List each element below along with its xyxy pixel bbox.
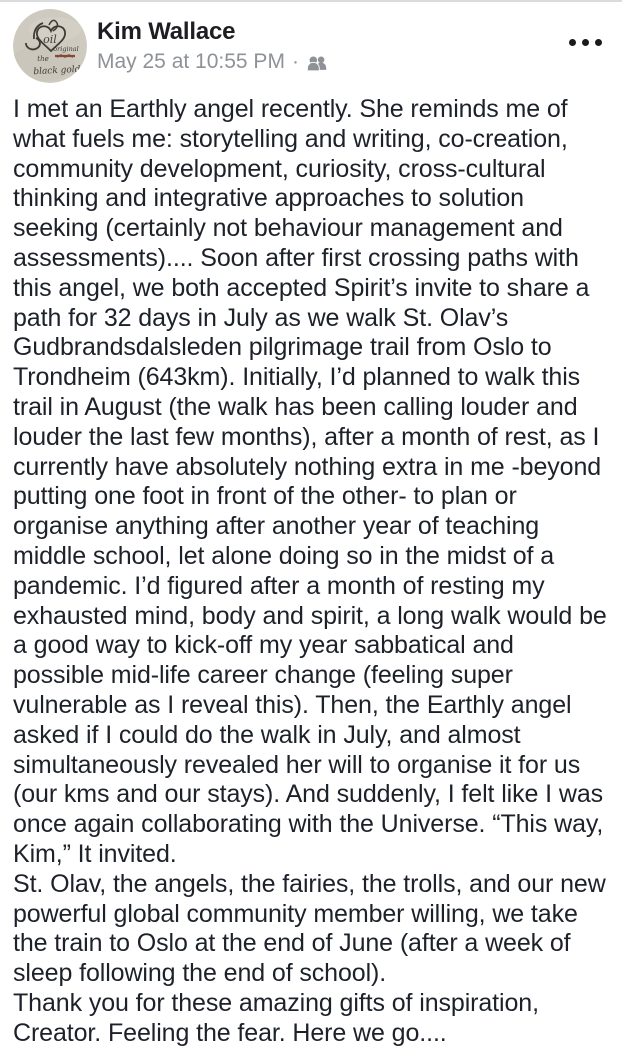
avatar[interactable] <box>13 9 87 83</box>
meta-separator: · <box>291 50 299 73</box>
avatar-note-the: the <box>37 55 49 63</box>
facebook-post <box>0 2 622 1047</box>
post-meta <box>97 50 609 74</box>
avatar-heart-text: oil <box>43 33 57 46</box>
post-header <box>0 2 622 88</box>
avatar-note-black-gold: black gold <box>33 64 81 78</box>
friends-icon <box>306 53 328 72</box>
avatar-doodle-image <box>13 9 87 83</box>
post-body <box>0 88 622 1049</box>
avatar-note-original: original <box>53 45 79 53</box>
post-paragraph: I met an Earthly angel recently. She reminds me of what fuels me: storytelling and writing, co-creation, community development, curiosity, cross-cultural thinking and integrative approaches to solution seeking (certainly not behaviour management and assessments).... Soon after first crossing paths with this angel, we both accepted Spirit’s invite to share a path for 32 days in July as we walk St. Olav’s Gudbrandsdalsleden pilgrimage trail from Oslo to Trondheim (643km). Initially, I’d planned to walk this trail in August (the walk has been calling louder and louder the last few months), after a month of rest, as I currently have absolutely nothing extra in me -beyond putting one foot in front of the other- to plan or organise anything after another year of teaching middle school, let alone doing so in the midst of a pandemic. I’d figured after a month of resting my exhausted mind, body and spirit, a long walk would be a good way to kick-off my year sabbatical and possible mid-life career change (feeling super vulnerable as I reveal this). Then, the Earthly angel asked if I could do the walk in July, and almost simultaneously revealed her will to organise it for us (our kms and our stays). And suddenly, I felt like I was once again collaborating with the Universe. “This way, Kim,” It invited. <box>13 95 607 868</box>
timestamp[interactable]: May 25 at 10:55 PM <box>97 50 285 73</box>
post-paragraph: St. Olav, the angels, the fairies, the trolls, and our new powerful global community member willing, we take the train to Oslo at the end of June (after a week of sleep following the end of school). <box>13 869 606 988</box>
post-paragraph: Thank you for these amazing gifts of inspiration, Creator. Feeling the fear. Here we go.... <box>13 988 539 1047</box>
header-text <box>97 9 609 74</box>
author-name[interactable]: Kim Wallace <box>97 18 236 45</box>
post-menu-button[interactable] <box>565 35 606 50</box>
ellipsis-icon <box>569 39 576 46</box>
